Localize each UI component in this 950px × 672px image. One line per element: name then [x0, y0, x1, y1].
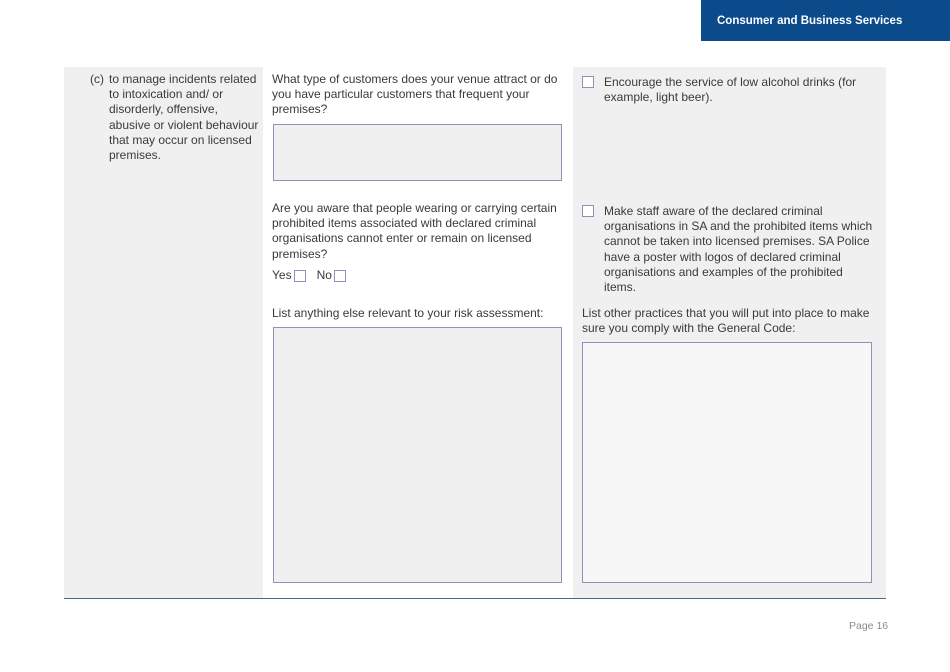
practice-text: Make staff aware of the declared criminal organisations in SA and the prohibited items which cannot be taken into licensed premises. SA Police have a poster with logos of declared criminal organisations and examples of the prohibited items. — [604, 204, 873, 295]
no-checkbox[interactable] — [334, 270, 346, 282]
other-practices-field[interactable] — [582, 342, 872, 583]
page-number: Page 16 — [849, 620, 889, 632]
practice-text: Encourage the service of low alcohol drinks (for example, light beer). — [604, 75, 857, 105]
practice-item-low-alcohol — [582, 75, 878, 105]
header-banner — [701, 0, 950, 41]
yes-checkbox[interactable] — [294, 270, 306, 282]
questions-column — [263, 67, 573, 599]
practices-column — [573, 67, 886, 599]
yes-no-group — [272, 268, 346, 283]
customers-answer-field[interactable] — [273, 124, 562, 181]
staff-awareness-checkbox[interactable] — [582, 205, 594, 217]
question-customers: What type of customers does your venue attract or do you have particular customers that frequent your premises? — [272, 72, 558, 117]
question-risk-assessment: List anything else relevant to your risk assessment: — [272, 306, 544, 320]
other-practices-prompt: List other practices that you will put into place to make sure you comply with the General Code: — [582, 306, 870, 336]
criterion-text: to manage incidents related to intoxication and/ or disorderly, offensive, abusive or violent behaviour that may occur on licensed premises. — [109, 72, 259, 163]
criterion-column — [64, 67, 263, 599]
question-prohibited-items: Are you aware that people wearing or carrying certain prohibited items associated with declared criminal organisations cannot enter or remain on licensed premises? — [272, 201, 557, 261]
no-label: No — [316, 268, 332, 282]
bottom-divider — [64, 598, 886, 599]
criterion-letter: (c) — [90, 72, 104, 86]
low-alcohol-checkbox[interactable] — [582, 76, 594, 88]
organisation-name: Consumer and Business Services — [717, 14, 903, 27]
risk-assessment-field[interactable] — [273, 327, 562, 583]
practice-item-staff-awareness — [582, 204, 878, 295]
yes-label: Yes — [272, 268, 292, 282]
criterion-item — [90, 72, 260, 163]
